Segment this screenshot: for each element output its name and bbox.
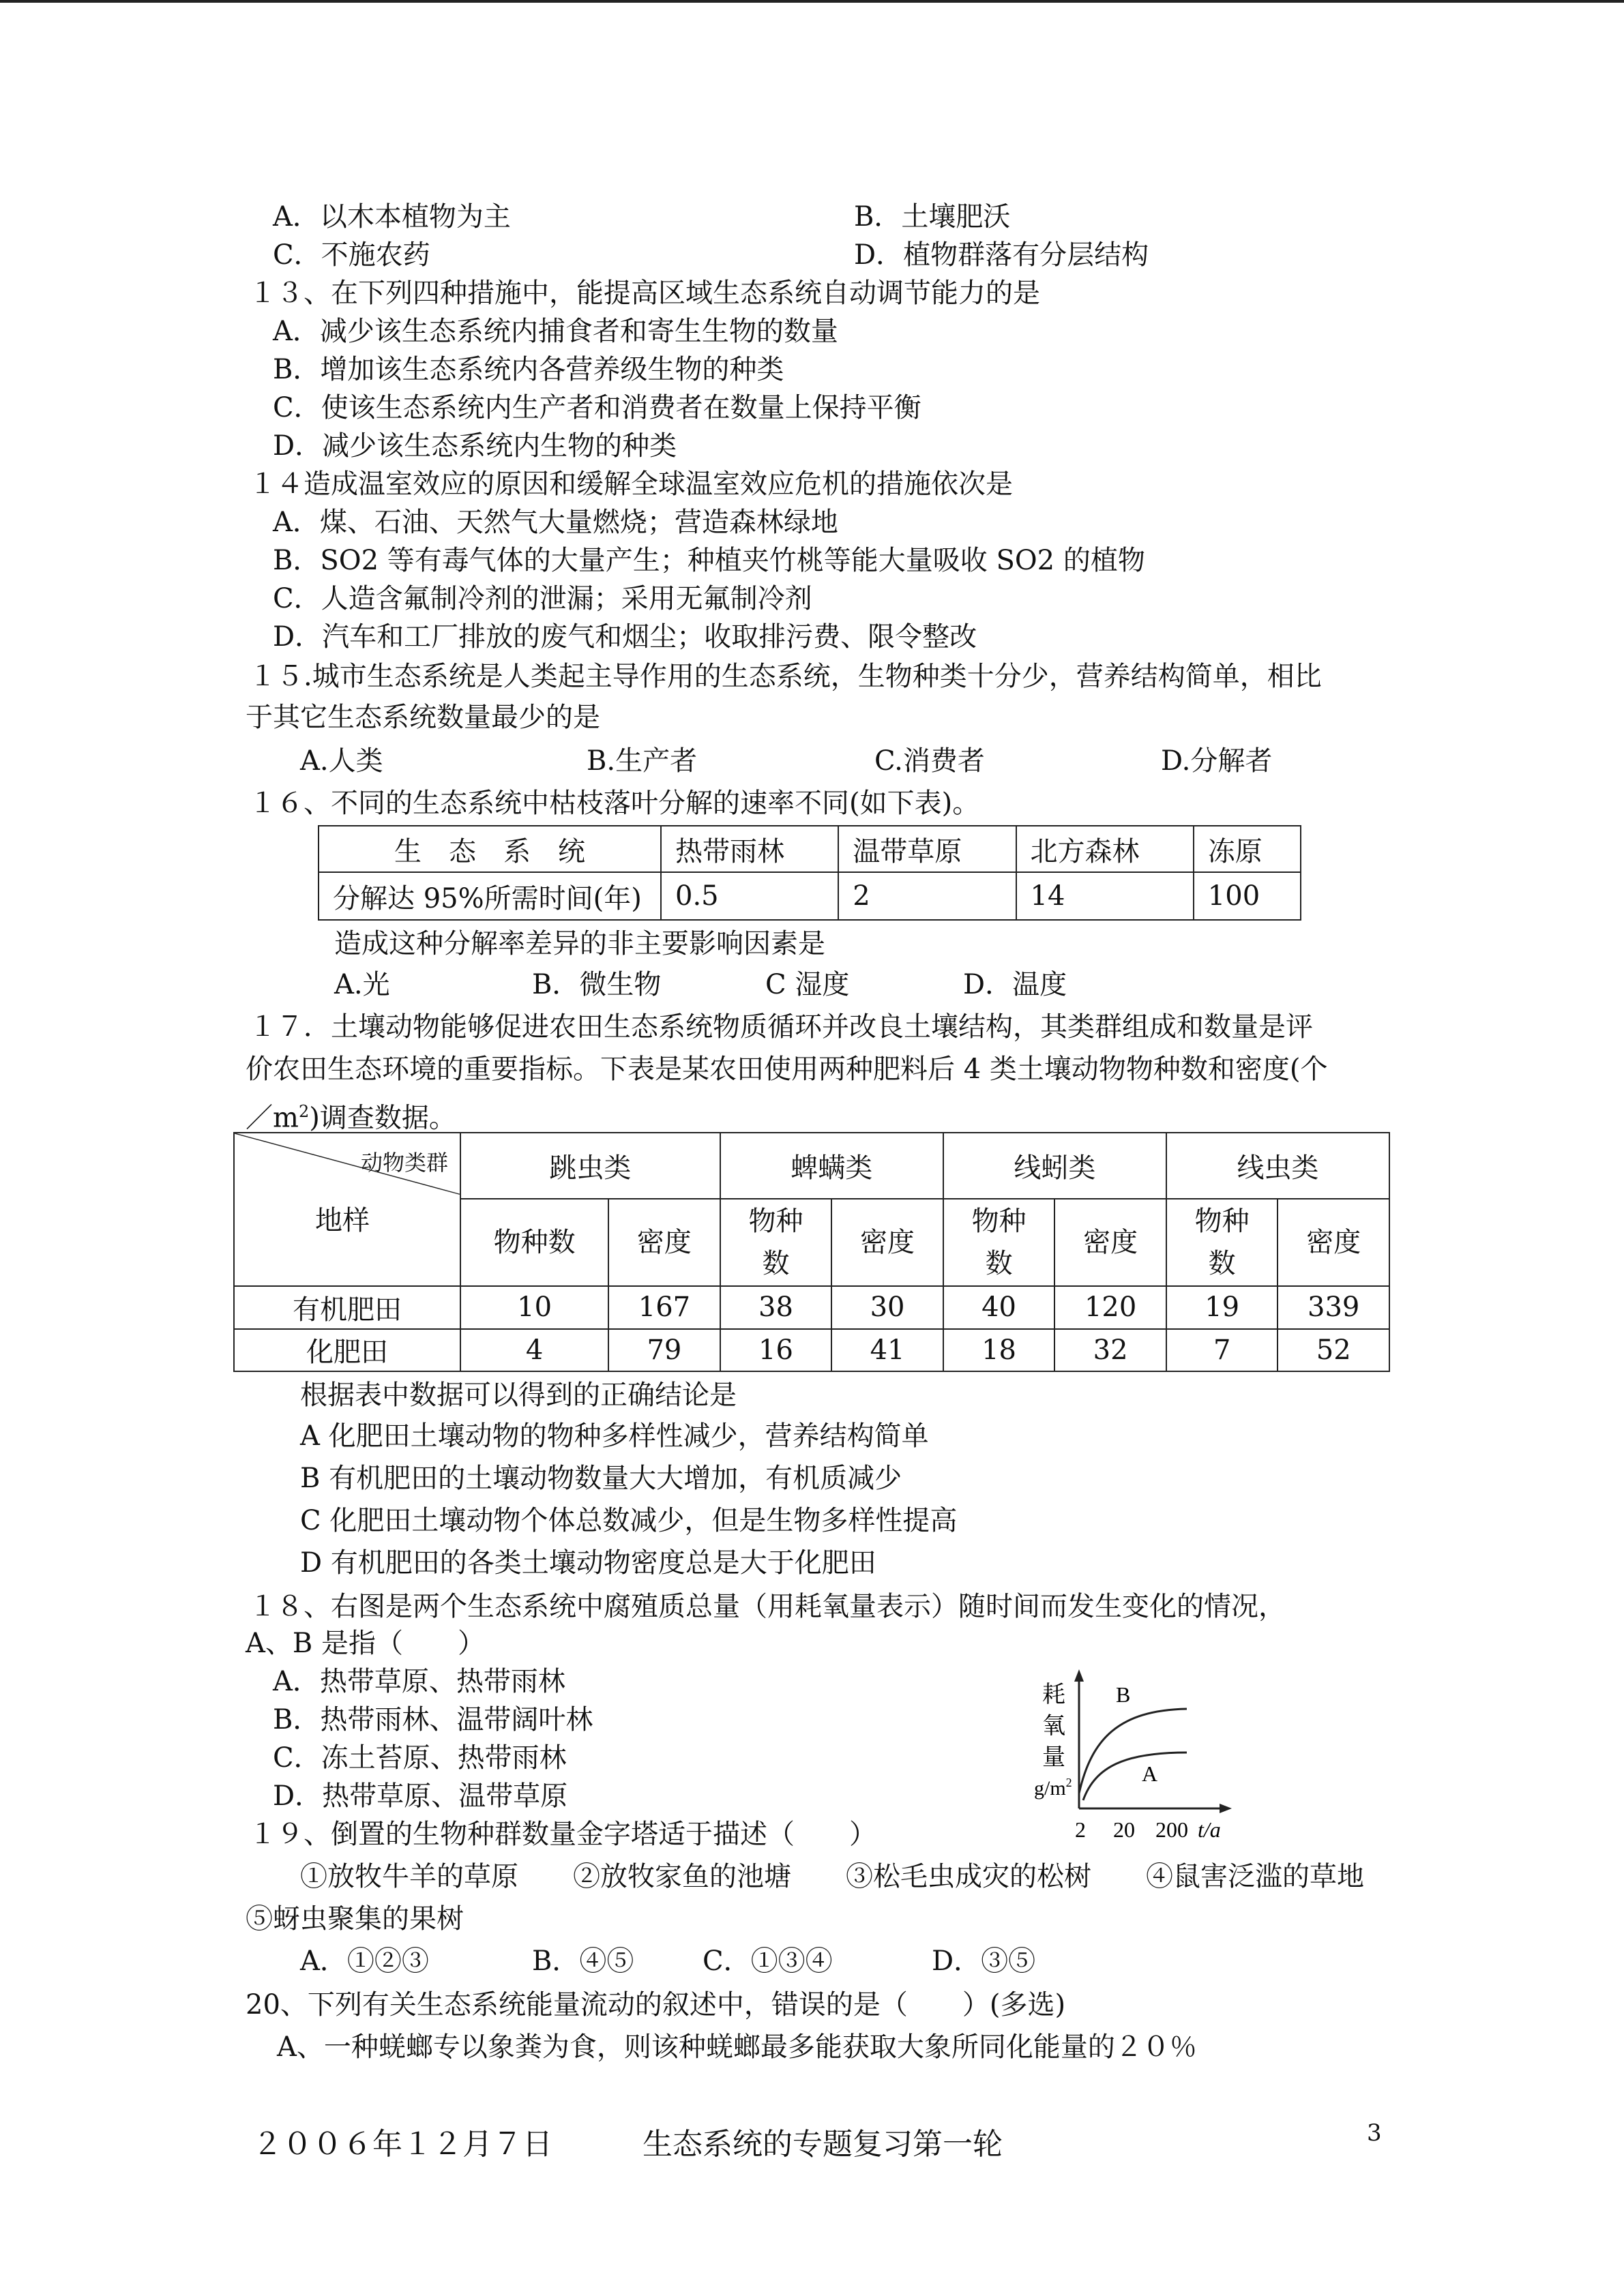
table-cell: 41 <box>831 1329 943 1371</box>
q18-stem-line1: １８、右图是两个生态系统中腐殖质总量（用耗氧量表示）随时间而发生变化的情况， <box>249 1591 1286 1622</box>
q12-option-a: A．以木本植物为主 <box>273 201 511 233</box>
table-cell: 19 <box>1166 1286 1278 1328</box>
table-cell: 52 <box>1278 1329 1389 1371</box>
q19-choices-line2: ⑤蚜虫聚集的果树 <box>246 1903 464 1935</box>
q19-option-c: C．①③④ <box>703 1945 833 1977</box>
table-cell: 14 <box>1016 872 1194 920</box>
sub-header: 物种 数 <box>943 1199 1055 1287</box>
table-cell: 79 <box>608 1329 720 1371</box>
q16-option-a: A.光 <box>334 969 390 1000</box>
table-cell: 7 <box>1166 1329 1278 1371</box>
x-tick-label: 20 <box>1113 1817 1135 1841</box>
diagonal-header-cell <box>234 1133 460 1286</box>
table-cell: 18 <box>943 1329 1055 1371</box>
sub-header: 物种 数 <box>1166 1199 1278 1287</box>
y-label-3: 量 <box>1042 1744 1065 1771</box>
q13-option-b: B．增加该生态系统内各营养级生物的种类 <box>273 354 784 385</box>
y-label-2: 氧 <box>1042 1712 1065 1740</box>
table-cell: 16 <box>720 1329 832 1371</box>
q17-stem-line2: 价农田生态环境的重要指标。下表是某农田使用两种肥料后 4 类土壤动物物种数和密度(个 <box>246 1054 1328 1085</box>
sub-header: 物种数 <box>460 1199 608 1287</box>
q17-option-a: A 化肥田土壤动物的物种多样性减少，营养结构简单 <box>300 1420 929 1452</box>
diagonal-label-top: 动物类群 <box>361 1150 449 1176</box>
group-header: 线虫类 <box>1166 1133 1389 1199</box>
table-header-cell: 温带草原 <box>838 826 1016 872</box>
q13-option-a: A．减少该生态系统内捕食者和寄生生物的数量 <box>273 316 838 347</box>
table-cell: 339 <box>1278 1286 1389 1328</box>
q17-question: 根据表中数据可以得到的正确结论是 <box>300 1380 737 1411</box>
q19-option-b: B．④⑤ <box>532 1945 634 1977</box>
q13-option-c: C．使该生态系统内生产者和消费者在数量上保持平衡 <box>273 392 921 423</box>
q14-option-a: A．煤、石油、天然气大量燃烧；营造森林绿地 <box>273 507 838 538</box>
table-cell: 0.5 <box>661 872 838 920</box>
q15-option-b: B.生产者 <box>587 745 698 777</box>
table-header-cell: 热带雨林 <box>661 826 838 872</box>
q17-option-c: C 化肥田土壤动物个体总数减少，但是生物多样性提高 <box>300 1505 958 1536</box>
x-axis-arrow <box>1220 1804 1232 1813</box>
sub-header: 密度 <box>608 1199 720 1287</box>
soil-animal-table <box>233 1132 1390 1372</box>
table-header-cell: 北方森林 <box>1016 826 1194 872</box>
q13-stem: １３、在下列四种措施中，能提高区域生态系统自动调节能力的是 <box>249 278 1040 309</box>
q17-stem-line3: $/m^2$)调查数据。 <box>246 1102 456 1134</box>
table-cell: 167 <box>608 1286 720 1328</box>
page-number: 3 <box>1367 2119 1382 2147</box>
table-cell: 分解达 95%所需时间(年) <box>319 872 661 920</box>
x-tick-label: 200 <box>1155 1817 1188 1841</box>
curve-b-label: B <box>1116 1682 1131 1707</box>
decomposition-table <box>318 825 1301 921</box>
q16-stem: １６、不同的生态系统中枯枝落叶分解的速率不同(如下表)。 <box>249 788 980 819</box>
table-cell: 38 <box>720 1286 832 1328</box>
q15-option-d: D.分解者 <box>1161 745 1273 777</box>
row-label: 有机肥田 <box>234 1286 460 1328</box>
table-header-cell: 生 态 系 统 <box>319 826 661 872</box>
table-cell: 4 <box>460 1329 608 1371</box>
q16-option-b: B．微生物 <box>532 969 662 1000</box>
table-cell: 40 <box>943 1286 1055 1328</box>
x-axis-label: t/a <box>1198 1817 1221 1841</box>
q18-option-b: B．热带雨林、温带阔叶林 <box>273 1704 593 1735</box>
q17-stem-line1: １７．土壤动物能够促进农田生态系统物质循环并改良土壤结构，其类群组成和数量是评 <box>249 1011 1313 1043</box>
q12-option-b: B．土壤肥沃 <box>854 201 1011 233</box>
q20-stem: 20、下列有关生态系统能量流动的叙述中，错误的是（ ）(多选) <box>246 1989 1066 2021</box>
humus-oxygen-graph <box>982 1664 1241 1841</box>
q20-option-a: A、一种蜣螂专以象粪为食，则该种蜣螂最多能获取大象所同化能量的２０％ <box>277 2031 1197 2063</box>
q17-option-d: D 有机肥田的各类土壤动物密度总是大于化肥田 <box>300 1547 876 1579</box>
diagonal-label-bottom: 地样 <box>315 1205 370 1236</box>
sub-header: 物种 数 <box>720 1199 832 1287</box>
table-cell: 32 <box>1054 1329 1166 1371</box>
sub-header: 密度 <box>831 1199 943 1287</box>
q17-option-b: B 有机肥田的土壤动物数量大大增加，有机质减少 <box>300 1463 902 1494</box>
q13-option-d: D．减少该生态系统内生物的种类 <box>273 430 677 462</box>
q14-option-b: B．SO2 等有毒气体的大量产生；种植夹竹桃等能大量吸收 SO2 的植物 <box>273 545 1145 576</box>
q19-option-a: A．①②③ <box>300 1945 429 1977</box>
q15-stem-line1: １５.城市生态系统是人类起主导作用的生态系统，生物种类十分少，营养结构简单，相比 <box>249 661 1322 692</box>
q18-stem-line2: A、B 是指（ ） <box>246 1628 485 1659</box>
y-unit: $g/m^2$ <box>1034 1776 1072 1800</box>
y-axis-arrow <box>1074 1669 1084 1682</box>
sub-header: 密度 <box>1054 1199 1166 1287</box>
q12-option-d: D．植物群落有分层结构 <box>854 239 1149 271</box>
q14-option-d: D．汽车和工厂排放的废气和烟尘；收取排污费、限令整改 <box>273 621 977 653</box>
q16-question: 造成这种分解率差异的非主要影响因素是 <box>334 928 825 959</box>
table-cell: 120 <box>1054 1286 1166 1328</box>
group-header: 线蚓类 <box>943 1133 1166 1199</box>
curve-a-label: A <box>1142 1761 1158 1786</box>
group-header: 跳虫类 <box>460 1133 720 1199</box>
table-header-cell: 冻原 <box>1194 826 1301 872</box>
curve-a <box>1083 1753 1187 1800</box>
q16-option-c: C 湿度 <box>765 969 850 1000</box>
q14-option-c: C．人造含氟制冷剂的泄漏；采用无氟制冷剂 <box>273 583 812 614</box>
x-tick-label: 2 <box>1075 1817 1086 1841</box>
q19-stem: １９、倒置的生物种群数量金字塔适于描述（ ） <box>249 1819 876 1850</box>
q15-stem-line2: 于其它生态系统数量最少的是 <box>246 702 600 733</box>
q18-option-a: A．热带草原、热带雨林 <box>273 1666 565 1697</box>
q18-option-d: D．热带草原、温带草原 <box>273 1780 568 1812</box>
table-cell: 10 <box>460 1286 608 1328</box>
q16-option-d: D．温度 <box>963 969 1067 1000</box>
top-border-line <box>0 0 1624 3</box>
y-label-1: 耗 <box>1042 1681 1065 1708</box>
q15-option-c: C.消费者 <box>874 745 985 777</box>
q12-option-c: C．不施农药 <box>273 239 430 271</box>
group-header: 蜱螨类 <box>720 1133 943 1199</box>
table-cell: 2 <box>838 872 1016 920</box>
row-label: 化肥田 <box>234 1329 460 1371</box>
q14-stem: １４造成温室效应的原因和缓解全球温室效应危机的措施依次是 <box>249 468 1013 500</box>
q19-choices-line1: ①放牧牛羊的草原 ②放牧家鱼的池塘 ③松毛虫成灾的松树 ④鼠害泛滥的草地 <box>300 1861 1364 1892</box>
table-cell: 100 <box>1194 872 1301 920</box>
table-cell: 30 <box>831 1286 943 1328</box>
q19-option-d: D．③⑤ <box>932 1945 1036 1977</box>
footer-title: ２００６年１２月７日 生态系统的专题复习第一轮 <box>252 2127 1003 2162</box>
sub-header: 密度 <box>1278 1199 1389 1287</box>
q18-option-c: C．冻土苔原、热带雨林 <box>273 1742 567 1774</box>
q15-option-a: A.人类 <box>300 745 383 777</box>
